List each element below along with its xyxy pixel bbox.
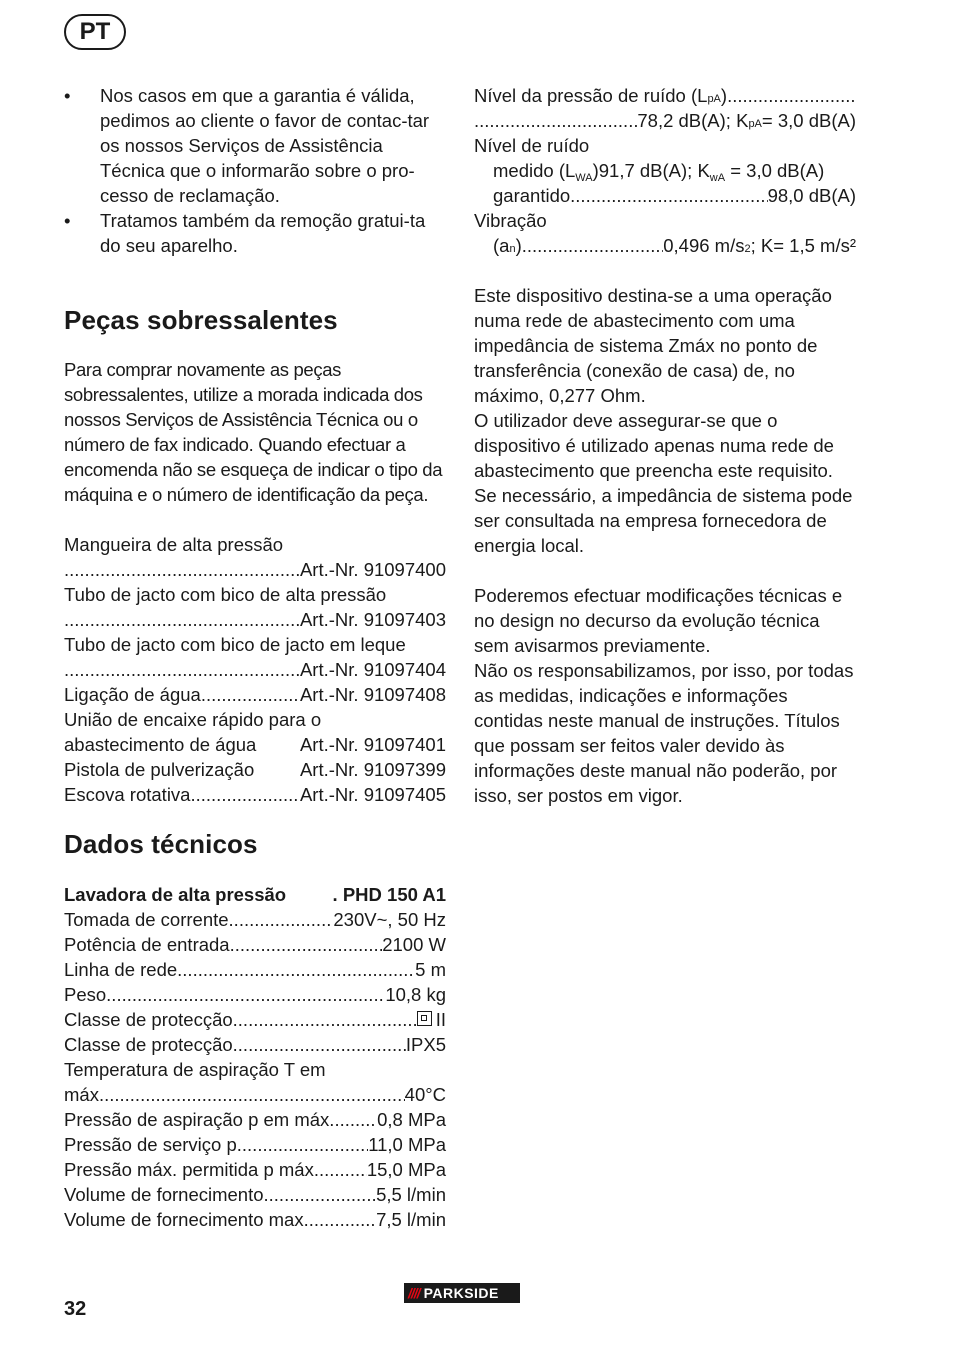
spec-row (64, 1182, 446, 1207)
part-row (64, 757, 446, 782)
parkside-logo: //// PARKSIDE (404, 1283, 520, 1303)
impedance-paragraph: Este dispositivo destina-se a uma operação numa rede de abastecimento com uma impedância de sistema Zmáx no ponto de transferência (conexão de casa) de, no máximo, 0,277 Ohm. (474, 285, 832, 406)
spec-label: Tomada de corrente (64, 909, 229, 930)
tech-data-heading: Dados técnicos (64, 829, 258, 859)
spec-value: 15,0 MPa (366, 1159, 446, 1180)
spec-label: Pressão de aspiração p em máx. (64, 1109, 335, 1130)
part-name: União de encaixe rápido para o (64, 709, 322, 730)
spec-label: Volume de fornecimento max. (64, 1209, 309, 1230)
spec-value: 10,8 kg (385, 984, 446, 1005)
spec-label: Pressão de serviço p (64, 1134, 237, 1155)
spec-value: 7,5 l/min (376, 1209, 446, 1230)
spec-row (64, 932, 446, 957)
noise-measured-k: = 3,0 dB(A) (725, 160, 825, 181)
part-name: Mangueira de alta pressão (64, 534, 284, 555)
model-value: . PHD 150 A1 (332, 884, 446, 905)
noise-guaranteed-row (474, 183, 856, 208)
spec-label: Classe de protecção (64, 1034, 233, 1055)
spec-value: II (435, 1009, 446, 1030)
noise-pressure-row: Nível da pressão de ruído (L pA ) ..... (474, 83, 856, 108)
part-name: Escova rotativa (64, 784, 191, 805)
part-row (64, 682, 446, 707)
spec-label: Peso (64, 984, 107, 1005)
warranty-bullet: • Nos casos em que a garantia é válida, pedimos ao cliente o favor de contac-tar os nossos Serviços de Assistência Técnica que o informarão sobre o pro-cesso de reclamação. (64, 83, 446, 208)
spare-parts-list (64, 532, 446, 807)
spare-parts-intro: Para comprar novamente as peças sobressalentes, utilize a morada indicada dos nossos Serviços de Assistência Técnica ou o número de fax indicado. Quando efectuar a encomenda não se esqueça de indicar o tipo da máquina e o número de identificação da peça. (64, 359, 443, 505)
spec-row (64, 1082, 446, 1107)
part-row (64, 607, 446, 632)
part-name: Tubo de jacto com bico de jacto em leque (64, 634, 406, 655)
spec-row (64, 1007, 446, 1032)
vibration-a: (a (493, 235, 510, 256)
part-number: Art.-Nr. 91097408 (299, 684, 446, 705)
spec-value: 40°C (404, 1084, 446, 1105)
vibration-label: Vibração (474, 210, 547, 231)
user-paragraph: O utilizador deve assegurar-se que o dispositivo é utilizado apenas numa rede de abastecimento que preencha este requisito. (474, 410, 834, 481)
noise-measured-row (474, 158, 856, 183)
noise-pressure-value-row: ..... 78,2 dB(A); K pA = 3,0 dB(A) (474, 108, 856, 133)
part-name: Tubo de jacto com bico de alta pressão (64, 584, 387, 605)
part-row (64, 657, 446, 682)
spec-value: 5,5 l/min (376, 1184, 446, 1205)
noise-pressure-value: 78,2 dB(A); K (637, 110, 749, 131)
spare-parts-heading: Peças sobressalentes (64, 305, 338, 335)
spec-row (64, 1157, 446, 1182)
spec-value: 11,0 MPa (368, 1134, 446, 1155)
right-column (474, 83, 856, 808)
spec-value: 0,8 MPa (377, 1109, 446, 1130)
part-row (64, 732, 446, 757)
spec-label: máx. (64, 1084, 105, 1105)
noise-measured-sub: WA (575, 172, 593, 184)
spec-row (64, 957, 446, 982)
spec-value: IPX5 (405, 1034, 446, 1055)
spec-row (64, 1207, 446, 1232)
model-label: Lavadora de alta pressão (64, 884, 287, 905)
spec-row (64, 1132, 446, 1157)
noise-level-label: Nível de ruído (474, 135, 590, 156)
part-row (64, 557, 446, 582)
warranty-bullet-list (64, 83, 446, 258)
part-number: Art.-Nr. 91097404 (299, 659, 446, 680)
part-number: Art.-Nr. 91097405 (299, 784, 446, 805)
part-row (64, 782, 446, 807)
noise-pressure-label: Nível da pressão de ruído (L (474, 85, 708, 106)
part-number: Art.-Nr. 91097400 (299, 559, 446, 580)
vibration-row: (a n ) ..... 0,496 m/s 2 ; K= 1,5 m/s² (474, 233, 856, 258)
noise-pressure-k: = 3,0 dB(A) (761, 110, 856, 131)
vibration-k: ; K= 1,5 m/s² (750, 235, 856, 256)
part-name: Pistola de pulverização (64, 759, 255, 780)
noise-guaranteed-label: garantido (493, 185, 571, 206)
spec-row (64, 1107, 446, 1132)
spec-row (64, 982, 446, 1007)
supplier-paragraph: Se necessário, a impedância de sistema pode ser consultada na empresa fornecedora de energia local. (474, 485, 853, 556)
language-badge: PT (64, 14, 126, 50)
spec-row (64, 1032, 446, 1057)
spec-label: Potência de entrada (64, 934, 230, 955)
noise-measured-k-sub: wA (709, 172, 726, 184)
noise-measured-label: medido (L (493, 160, 576, 181)
tech-data-list (64, 882, 446, 1232)
spec-row (64, 907, 446, 932)
modifications-paragraph: Poderemos efectuar modificações técnicas e no design no decurso da evolução técnica sem avisarmos previamente. (474, 585, 843, 656)
noise-guaranteed-value: 98,0 dB(A) (767, 185, 856, 206)
spec-label: Temperatura de aspiração T em (64, 1059, 326, 1080)
part-number: Art.-Nr. 91097403 (299, 609, 446, 630)
left-column (64, 83, 446, 1232)
spec-label: Linha de rede (64, 959, 178, 980)
noise-measured-value: )91,7 dB(A); K (592, 160, 710, 181)
model-row (64, 882, 446, 907)
part-name: Ligação de água (64, 684, 201, 705)
spec-value: 2100 W (382, 934, 446, 955)
page-number: 32 (64, 1298, 87, 1320)
spec-label: Volume de fornecimento (64, 1184, 264, 1205)
liability-paragraph: Não os responsabilizamos, por isso, por todas as medidas, indicações e informações contidas neste manual de instruções. Títulos que possam ser feitos valer devido às informações deste manual não poderão, por isso, ser postos em vigor. (474, 660, 854, 806)
part-number: Art.-Nr. 91097401 (299, 734, 446, 755)
brand-name: PARKSIDE (423, 1285, 499, 1301)
warranty-bullet: • Tratamos também da remoção gratui-ta do seu aparelho. (64, 208, 446, 258)
spec-label: Classe de protecção (64, 1009, 233, 1030)
spec-value: 5 m (415, 959, 446, 980)
spec-value: 230V~, 50 Hz (333, 909, 446, 930)
spec-label: Pressão máx. permitida p máx. (64, 1159, 319, 1180)
protection-class-ii-icon (417, 1011, 432, 1026)
part-name: abastecimento de água (64, 734, 257, 755)
vibration-value: 0,496 m/s (663, 235, 745, 256)
part-number: Art.-Nr. 91097399 (299, 759, 446, 780)
